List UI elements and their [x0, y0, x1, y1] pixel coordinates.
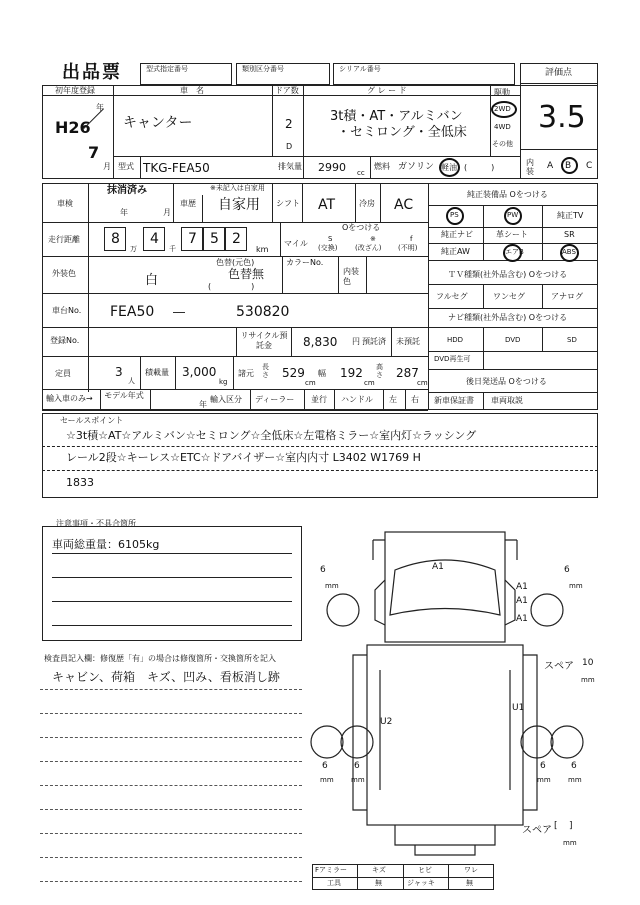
drive-4wd: 4WD — [494, 123, 511, 131]
dvd-playback: DVD再生可 — [434, 355, 471, 363]
interior-a: A — [547, 161, 554, 171]
navi-title: ナビ種類(社外品含む) Oをつける — [448, 313, 568, 322]
parallel-option: 並行 — [311, 395, 327, 404]
notes-line-1: 車両総重量：6105kg — [52, 538, 160, 551]
doors-label: ドア数 — [275, 86, 299, 95]
inspector-label: 検査員記入欄：修復歴「有」の場合は修復箇所・交換箇所を記入 — [44, 654, 276, 663]
navi-sd: SD — [567, 336, 577, 344]
inspector-line-1: キャビン、荷箱 キズ、凹み、看板消し跡 — [52, 670, 280, 684]
page-title: 出品票 — [62, 62, 122, 83]
spare-depth: 10 — [582, 658, 594, 668]
later-title: 後日発送品 Oをつける — [466, 377, 547, 386]
equip-abs: ABS — [562, 248, 576, 256]
truck-diagram — [305, 520, 605, 865]
fuel-light: 軽油 — [441, 163, 457, 172]
class-label: 類別区分番号 — [242, 65, 284, 73]
capacity-value: 3 — [115, 365, 123, 379]
shift-label: シフト — [276, 199, 300, 208]
tire-depth: 6 — [540, 761, 546, 771]
truck-body-outline — [367, 645, 523, 825]
mileage-digit: 8 — [111, 231, 120, 247]
damage-mark: U1 — [512, 703, 525, 713]
equip-pw: PW — [507, 211, 519, 219]
history-value: 自家用 — [218, 197, 260, 213]
footer-header: キズ — [372, 866, 386, 874]
notes-label: 注意事項・不具合箇所 — [56, 519, 136, 528]
damage-mark: A1 — [516, 582, 528, 592]
interior-color-label: 内装色 — [343, 267, 359, 286]
width-label: 幅 — [318, 369, 326, 378]
displacement-label: 排気量 — [278, 162, 302, 171]
first-reg-month: 7 — [88, 143, 100, 162]
recycle-label: リサイクル預託金 — [240, 331, 288, 350]
mileage-digit: 4 — [150, 231, 159, 247]
spare-bracket: [ ] — [554, 821, 573, 831]
navi-dvd: DVD — [505, 336, 521, 344]
dealer-option: ディーラー — [255, 395, 295, 404]
tire-front-right-icon — [531, 594, 563, 626]
doors-value: 2 — [285, 117, 293, 131]
tire-depth: 6 — [354, 761, 360, 771]
sales-line-3: 1833 — [66, 476, 94, 489]
sales-label: セールスポイント — [60, 416, 124, 425]
chassis-number: 530820 — [236, 304, 290, 320]
equip-airbag: エアB — [505, 248, 524, 256]
interior-c: C — [586, 161, 593, 171]
drive-label: 駆動 — [494, 88, 510, 97]
recycle-unpaid: 未預託 — [396, 337, 420, 346]
height-value: 287 — [396, 366, 419, 380]
car-name: キャンター — [123, 115, 193, 131]
tire-depth: 6 — [322, 761, 328, 771]
model-year-label: モデル年式 — [104, 391, 144, 400]
repaint-value: 色替無 — [228, 267, 265, 281]
spare-label: スペア — [544, 661, 574, 672]
first-reg-era: H26 — [55, 118, 91, 137]
capacity-label: 定員 — [55, 369, 71, 378]
ac-label: 冷房 — [359, 199, 375, 208]
damage-mark: A1 — [516, 614, 528, 624]
drive-other: その他 — [492, 140, 513, 148]
handle-label: ハンドル — [341, 395, 373, 404]
history-note: ※未記入は自家用 — [210, 184, 265, 192]
tire-rear-left-inner-icon — [341, 726, 373, 758]
footer-header: ヒビ — [418, 866, 432, 874]
mile-label: マイル — [284, 239, 308, 248]
serial-label: シリアル番号 — [339, 65, 381, 73]
model-value: TKG-FEA50 — [143, 161, 210, 175]
damage-mark: A1 — [432, 562, 444, 572]
truck-cab-outline — [385, 532, 505, 642]
color-label: 外装色 — [52, 269, 76, 278]
width-value: 192 — [340, 366, 363, 380]
first-reg-label: 初年度登録 — [55, 86, 95, 95]
color-no-label: カラーNo. — [286, 258, 324, 267]
import-class-label: 輸入区分 — [210, 395, 242, 404]
navi-hdd: HDD — [447, 336, 464, 344]
shift-value: AT — [318, 197, 336, 213]
equip-tv: 純正TV — [557, 211, 584, 220]
inspection-label: 車検 — [57, 199, 73, 208]
tv-title: ＴＶ種類(社外品含む) Oをつける — [448, 270, 568, 279]
equipment-title: 純正装備品 Oをつける — [467, 190, 548, 199]
tire-depth: 6 — [564, 565, 570, 575]
tv-analog: アナログ — [551, 292, 583, 301]
chassis-model: FEA50 — [110, 304, 155, 320]
equip-aw: 純正AW — [441, 247, 470, 256]
spare-label: スペア — [522, 825, 552, 836]
interior-label: 内装 — [526, 158, 534, 176]
displacement-value: 2990 — [318, 161, 346, 174]
height-label: 高さ — [376, 363, 383, 379]
equip-ps: PS — [450, 211, 459, 219]
spec-label: 諸元 — [238, 369, 254, 378]
fuel-label: 燃料 — [374, 162, 390, 171]
model-cert-label: 型式指定番号 — [146, 65, 188, 73]
load-label: 積載量 — [145, 368, 169, 377]
mileage-label: 走行距離 — [48, 235, 80, 244]
load-value: 3,000 — [182, 365, 217, 379]
damage-mark: A1 — [516, 596, 528, 606]
mileage-digit: 7 — [188, 231, 197, 247]
sales-line-2: レール2段☆キーレス☆ETC☆ドアバイザー☆室内内寸 L3402 W1769 H — [66, 451, 421, 464]
ac-value: AC — [394, 197, 414, 213]
import-label: 輸入車のみ→ — [46, 394, 93, 403]
length-label: 長さ — [262, 363, 269, 379]
score-value: 3.5 — [538, 100, 586, 135]
mileage-digit: 2 — [232, 231, 241, 247]
grade-line1: 3t積・AT・アルミバン — [330, 109, 463, 124]
repaint-label: 色替(元色) — [216, 258, 255, 267]
history-label: 車歴 — [180, 199, 196, 208]
car-name-label: 車 名 — [180, 86, 204, 95]
recycle-paid: 預託済 — [362, 337, 386, 346]
equip-navi: 純正ナビ — [441, 230, 473, 239]
grade-label: グ レ ー ド — [367, 86, 407, 95]
damage-mark: U2 — [380, 717, 393, 727]
mark-note: Oをつける — [342, 223, 381, 232]
windshield-outline — [390, 560, 500, 615]
tire-front-left-icon — [327, 594, 359, 626]
tire-rear-right-outer-icon — [551, 726, 583, 758]
later-warranty: 新車保証書 — [434, 396, 474, 405]
footer-header: Fアミラー — [315, 866, 348, 874]
tire-rear-left-outer-icon — [311, 726, 343, 758]
fuel-value: ガソリン — [398, 162, 435, 172]
score-label: 評価点 — [545, 68, 573, 78]
handle-left: 左 — [389, 395, 397, 404]
tire-depth: 6 — [320, 565, 326, 575]
tv-oneseg: ワンセグ — [493, 292, 525, 301]
equip-sr: SR — [564, 230, 575, 239]
regno-label: 登録No. — [50, 336, 80, 345]
footer-value: 無 — [375, 879, 382, 887]
footer-value: 工具 — [327, 879, 341, 887]
color-value: 白 — [145, 273, 159, 288]
tire-depth: 6 — [571, 761, 577, 771]
grade-line2: ・セミロング・全低床 — [337, 125, 467, 140]
later-manual: 車両取説 — [491, 396, 523, 405]
drive-2wd: 2WD — [494, 105, 511, 113]
inspection-value: 抹消済み — [107, 185, 147, 196]
chassis-label: 車台No. — [52, 306, 82, 315]
sales-line-1: ☆3t積☆AT☆アルミバン☆セミロング☆全低床☆左電格ミラー☆室内灯☆ラッシング — [66, 429, 477, 442]
footer-header: ワレ — [464, 866, 478, 874]
recycle-value: 8,830 — [303, 335, 338, 349]
length-value: 529 — [282, 366, 305, 380]
interior-b: B — [565, 161, 572, 171]
footer-value: 無 — [466, 879, 473, 887]
mileage-digit: 5 — [210, 231, 219, 247]
tv-fullseg: フルセグ — [436, 292, 468, 301]
footer-value: ジャッキ — [407, 879, 435, 887]
equip-leather: 革シート — [496, 230, 528, 239]
handle-right: 右 — [411, 395, 419, 404]
model-label: 型式 — [118, 162, 134, 171]
